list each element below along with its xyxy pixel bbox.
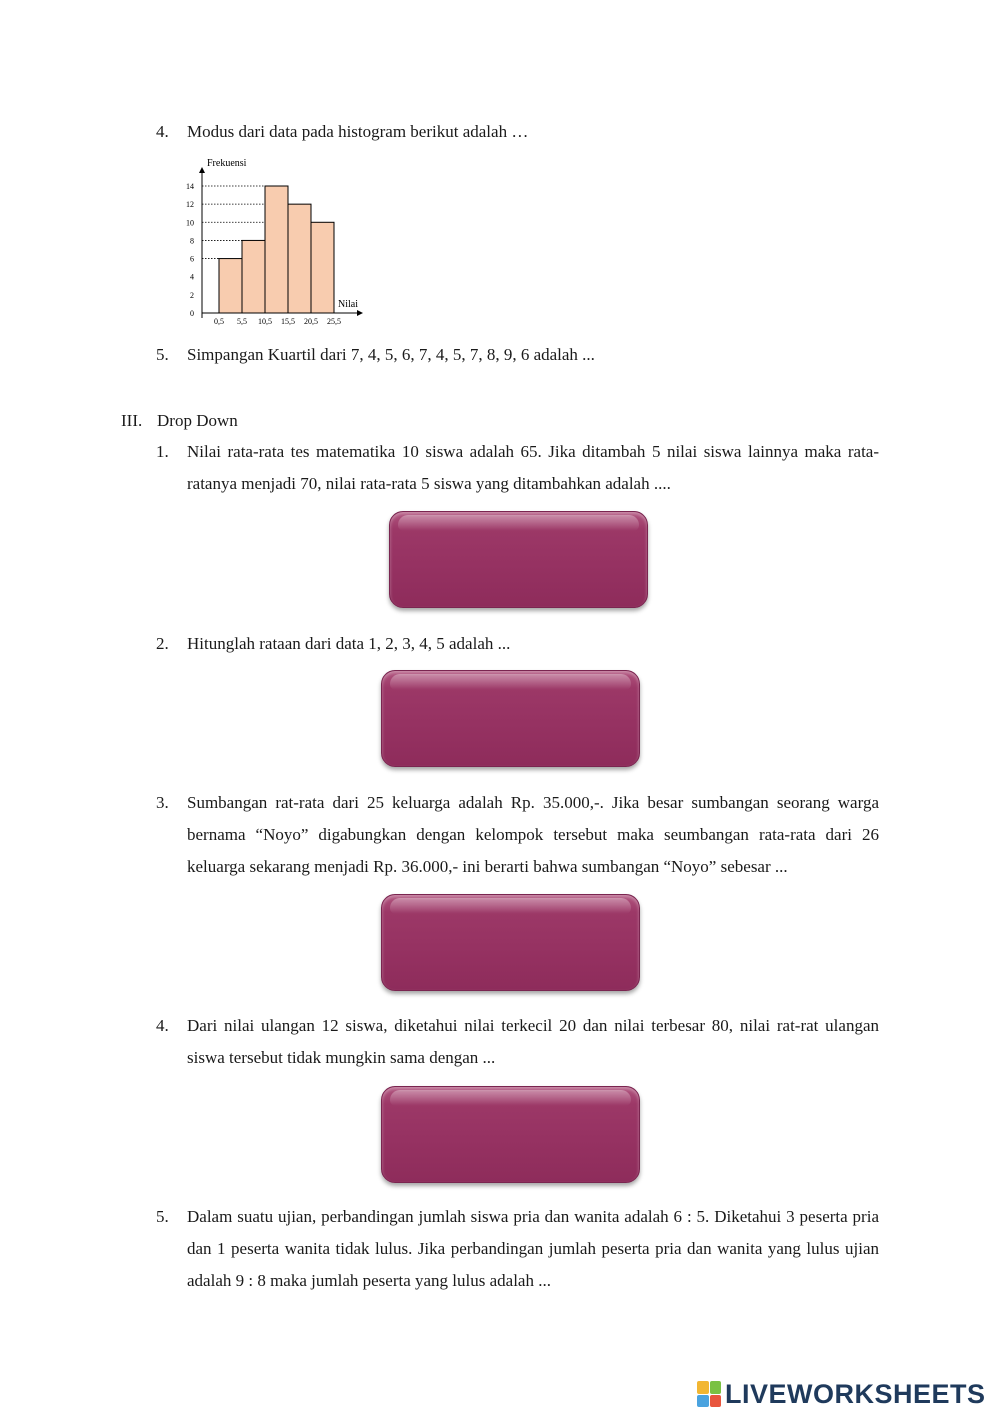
dropdown-question-4-text: Dari nilai ulangan 12 siswa, diketahui nilai terkecil 20 dan nilai terbesar 80, nilai rat-rat ulangan siswa tersebut tidak mungkin sama dengan ... [187, 1016, 879, 1067]
x-tick-label: 15,5 [281, 317, 295, 326]
x-tick-label: 25,5 [327, 317, 341, 326]
y-tick-label: 4 [190, 272, 194, 282]
liveworksheets-logo-text: LIVEWORKSHEETS [725, 1378, 986, 1409]
x-axis-label: Nilai [338, 299, 358, 310]
section-title: Drop Down [157, 411, 238, 430]
y-tick-label: 8 [190, 236, 194, 246]
x-tick-label: 0,5 [214, 317, 224, 326]
histogram-bar [311, 222, 334, 313]
x-tick-label: 10,5 [258, 317, 272, 326]
question-5-number: 5. [156, 345, 169, 364]
y-axis-label: Frekuensi [207, 158, 247, 169]
y-tick-label: 0 [190, 309, 194, 318]
dropdown-question-4-number: 4. [156, 1016, 169, 1035]
dropdown-question-2-text: Hitunglah rataan dari data 1, 2, 3, 4, 5 adalah ... [187, 634, 511, 653]
dropdown-question-1-number: 1. [156, 442, 169, 461]
histogram-bar [288, 204, 311, 313]
y-tick-label: 2 [190, 290, 194, 300]
y-tick-label: 12 [186, 200, 194, 210]
dropdown-question-5-number: 5. [156, 1207, 169, 1226]
y-tick-label: 6 [190, 254, 194, 264]
y-tick-label: 14 [186, 182, 194, 191]
dropdown-question-3-text: Sumbangan rat-rata dari 25 keluarga adalah Rp. 35.000,-. Jika besar sumbangan seorang warga bernama “Noyo” digabungkan dengan kelompok tersebut maka seumbangan rata-rata dari 26 keluarga sekarang menjadi Rp. 36.000,- ini berarti bahwa sumbangan “Noyo” sebesar ... [187, 793, 879, 876]
liveworksheets-logo [697, 1378, 986, 1410]
histogram-bar [219, 259, 242, 313]
section-roman-numeral: III. [121, 411, 143, 430]
x-tick-label: 20,5 [304, 317, 318, 326]
liveworksheets-logo-icon [697, 1381, 721, 1407]
y-tick-label: 10 [186, 218, 194, 228]
x-tick-label: 5,5 [237, 317, 247, 326]
dropdown-question-1-text: Nilai rata-rata tes matematika 10 siswa adalah 65. Jika ditambah 5 nilai siswa lainnya maka rata-ratanya menjadi 70, nilai rata-rata 5 siswa yang ditambahkan adalah .... [187, 442, 879, 493]
dropdown-question-3-number: 3. [156, 793, 169, 812]
question-5-text: Simpangan Kuartil dari 7, 4, 5, 6, 7, 4, 5, 7, 8, 9, 6 adalah ... [187, 345, 595, 364]
answer-dropdown-2[interactable] [381, 670, 640, 767]
histogram-bar [242, 240, 265, 313]
question-4-text: Modus dari data pada histogram berikut adalah … [187, 122, 529, 141]
histogram-bar [265, 186, 288, 313]
dropdown-question-2-number: 2. [156, 634, 169, 653]
histogram-chart [180, 150, 380, 330]
question-4-number: 4. [156, 122, 169, 141]
dropdown-question-5-text: Dalam suatu ujian, perbandingan jumlah siswa pria dan wanita adalah 6 : 5. Diketahui 3 peserta pria dan 1 peserta wanita tidak lulus. Jika perbandingan jumlah peserta pria dan wanita yang lulus ujian adalah 9 : 8 maka jumlah peserta yang lulus adalah ... [187, 1207, 879, 1290]
answer-dropdown-3[interactable] [381, 894, 640, 991]
answer-dropdown-4[interactable] [381, 1086, 640, 1183]
answer-dropdown-1[interactable] [389, 511, 648, 608]
